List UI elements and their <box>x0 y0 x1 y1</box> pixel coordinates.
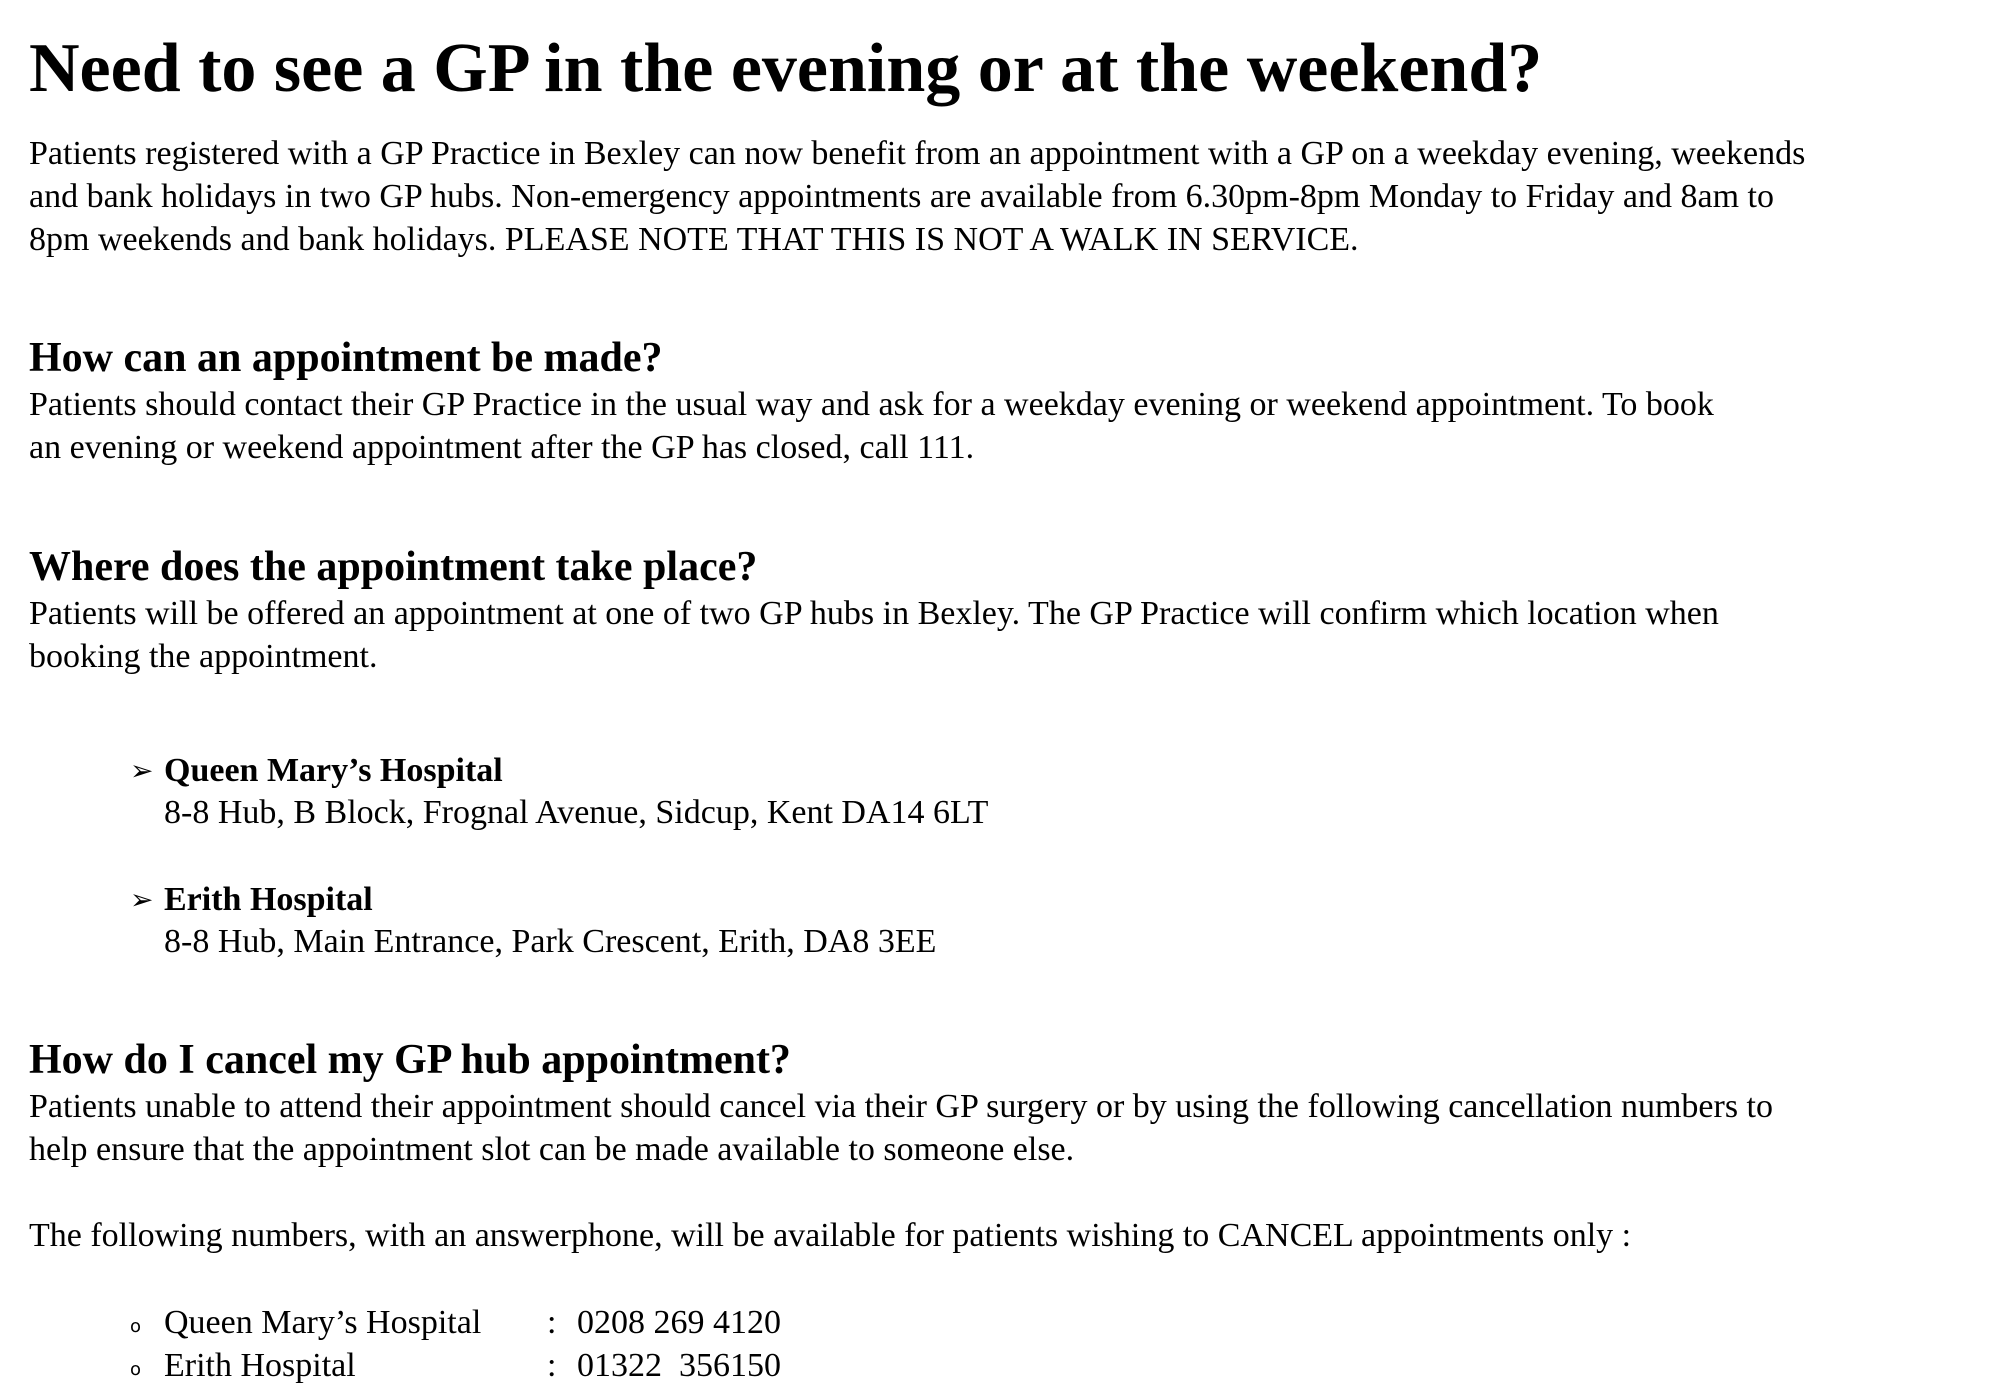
cancel-number-queen-marys <box>130 1301 930 1344</box>
cancel-line-2: help ensure that the appointment slot can be made available to someone else. <box>29 1131 1075 1168</box>
hub-address: 8-8 Hub, B Block, Frognal Avenue, Sidcup, Kent DA14 6LT <box>164 794 989 831</box>
location-heading: Where does the appointment take place? <box>29 544 758 590</box>
booking-heading: How can an appointment be made? <box>29 335 663 381</box>
arrow-bullet-icon: ➢ <box>130 754 154 787</box>
cancel-separator: : <box>547 1347 557 1384</box>
cancel-number-erith <box>130 1344 930 1387</box>
cancel-phone-number: 01322 356150 <box>577 1347 781 1384</box>
cancel-phone-number: 0208 269 4120 <box>577 1304 781 1341</box>
location-line-2: booking the appointment. <box>29 638 378 675</box>
location-line-1: Patients will be offered an appointment at one of two GP hubs in Bexley. The GP Practice will confirm which location when <box>29 595 1719 632</box>
cancel-heading: How do I cancel my GP hub appointment? <box>29 1037 791 1083</box>
cancel-hospital-name: Queen Mary’s Hospital <box>164 1304 482 1341</box>
page-title: Need to see a GP in the evening or at the weekend? <box>29 30 1543 107</box>
intro-line-1: Patients registered with a GP Practice in Bexley can now benefit from an appointment with a GP on a weekday evening, weekends <box>29 135 1806 172</box>
circle-bullet-icon: o <box>130 1359 142 1380</box>
cancel-separator: : <box>547 1304 557 1341</box>
booking-line-2: an evening or weekend appointment after the GP has closed, call 111. <box>29 429 975 466</box>
intro-line-3: 8pm weekends and bank holidays. PLEASE NOTE THAT THIS IS NOT A WALK IN SERVICE. <box>29 221 1359 258</box>
cancel-numbers-intro: The following numbers, with an answerphone, will be available for patients wishing to CANCEL appointments only : <box>29 1217 1632 1254</box>
intro-line-2: and bank holidays in two GP hubs. Non-emergency appointments are available from 6.30pm-8pm Monday to Friday and 8am to <box>29 178 1774 215</box>
cancel-hospital-name: Erith Hospital <box>164 1347 356 1384</box>
arrow-bullet-icon: ➢ <box>130 883 154 916</box>
hub-name: Erith Hospital <box>164 881 373 918</box>
hub-name: Queen Mary’s Hospital <box>164 752 503 789</box>
cancel-line-1: Patients unable to attend their appointment should cancel via their GP surgery or by using the following cancellation numbers to <box>29 1088 1773 1125</box>
booking-line-1: Patients should contact their GP Practice in the usual way and ask for a weekday evening or weekend appointment. To book <box>29 386 1714 423</box>
circle-bullet-icon: o <box>130 1316 142 1337</box>
hub-address: 8-8 Hub, Main Entrance, Park Crescent, Erith, DA8 3EE <box>164 923 937 960</box>
